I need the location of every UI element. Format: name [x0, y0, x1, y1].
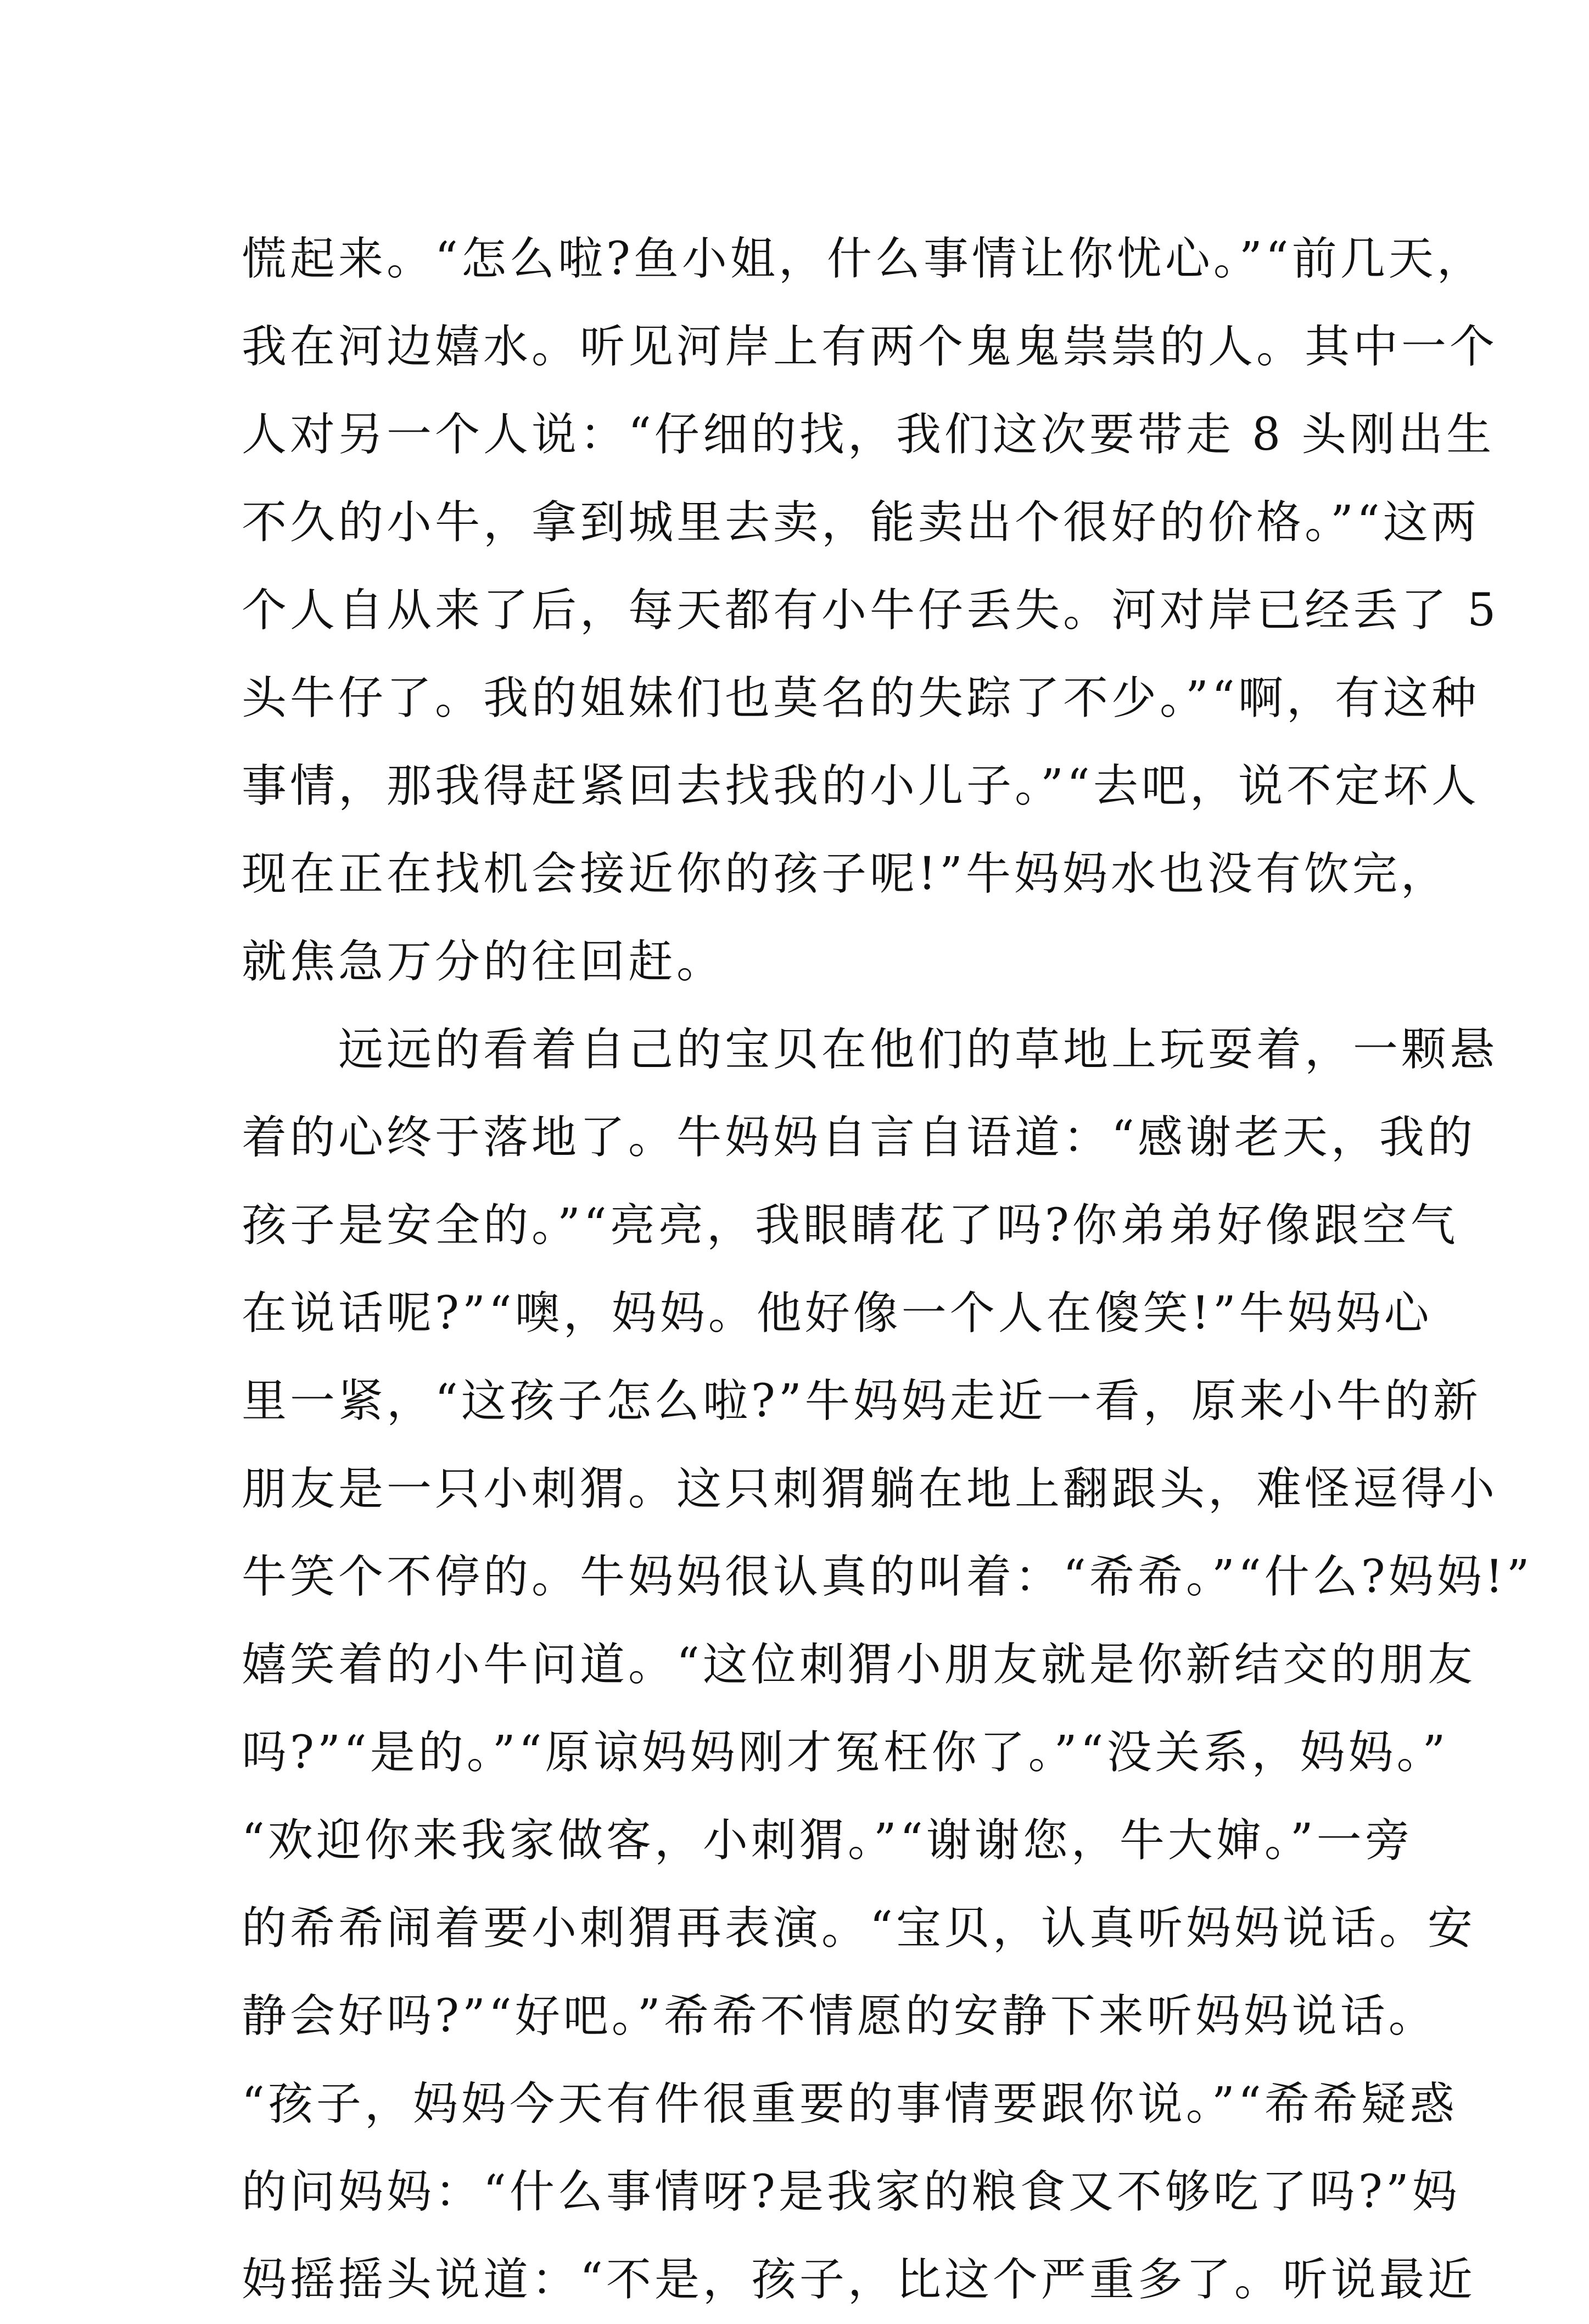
text-line: 不久的小牛，拿到城里去卖，能卖出个很好的价格。”“这两 — [242, 496, 1480, 549]
text-line: 慌起来。“怎么啦?鱼小姐，什么事情让你忧心。”“前几天， — [242, 233, 1485, 285]
text-line: 的问妈妈：“什么事情呀?是我家的粮食又不够吃了吗?”妈 — [242, 2166, 1461, 2218]
body-text — [242, 215, 1533, 2324]
text-line: 里一紧，“这孩子怎么啦?”牛妈妈走近一看，原来小牛的新 — [242, 1375, 1481, 1427]
text-line: 孩子是安全的。”“亮亮，我眼睛花了吗?你弟弟好像跟空气 — [242, 1199, 1459, 1252]
text-line: 妈摇摇头说道：“不是，孩子，比这个严重多了。听说最近 — [242, 2254, 1476, 2306]
text-line: 着的心终于落地了。牛妈妈自言自语道：“感谢老天，我的 — [242, 1111, 1476, 1164]
text-line: 静会好吗?”“好吧。”希希不情愿的安静下来听妈妈说话。 — [242, 1990, 1437, 2042]
text-line: 事情，那我得赶紧回去找我的小儿子。”“去吧，说不定坏人 — [242, 760, 1480, 812]
text-line: 个人自从来了后，每天都有小牛仔丢失。河对岸已经丢了 5 — [242, 584, 1500, 636]
text-line: 现在正在找机会接近你的孩子呢!”牛妈妈水也没有饮完， — [242, 848, 1449, 900]
text-line: 远远的看着自己的宝贝在他们的草地上玩耍着，一颗悬 — [242, 1024, 1498, 1076]
text-line: 牛笑个不停的。牛妈妈很认真的叫着：“希希。”“什么?妈妈!” — [242, 1551, 1533, 1603]
text-line: 人对另一个人说：“仔细的找，我们这次要带走 8 头刚出生 — [242, 409, 1495, 461]
text-line: “孩子，妈妈今天有件很重要的事情要跟你说。”“希希疑惑 — [242, 2078, 1458, 2130]
text-line: 朋友是一只小刺猬。这只刺猬躺在地上翻跟头，难怪逗得小 — [242, 1463, 1498, 1515]
text-line: “欢迎你来我家做客，小刺猬。”“谢谢您，牛大婶。”一旁 — [242, 1814, 1413, 1867]
text-line: 我在河边嬉水。听见河岸上有两个鬼鬼祟祟的人。其中一个 — [242, 321, 1498, 373]
text-line: 的希希闹着要小刺猬再表演。“宝贝，认真听妈妈说话。安 — [242, 1902, 1476, 1954]
text-line: 在说话呢?”“噢，妈妈。他好像一个人在傻笑!”牛妈妈心 — [242, 1287, 1433, 1339]
text-line: 嬉笑着的小牛问道。“这位刺猬小朋友就是你新结交的朋友 — [242, 1639, 1476, 1691]
text-line: 就焦急万分的往回赶。 — [242, 936, 725, 988]
text-line: 吗?”“是的。”“原谅妈妈刚才冤枉你了。”“没关系，妈妈。” — [242, 1727, 1449, 1779]
text-line: 头牛仔了。我的姐妹们也莫名的失踪了不少。”“啊，有这种 — [242, 672, 1480, 724]
